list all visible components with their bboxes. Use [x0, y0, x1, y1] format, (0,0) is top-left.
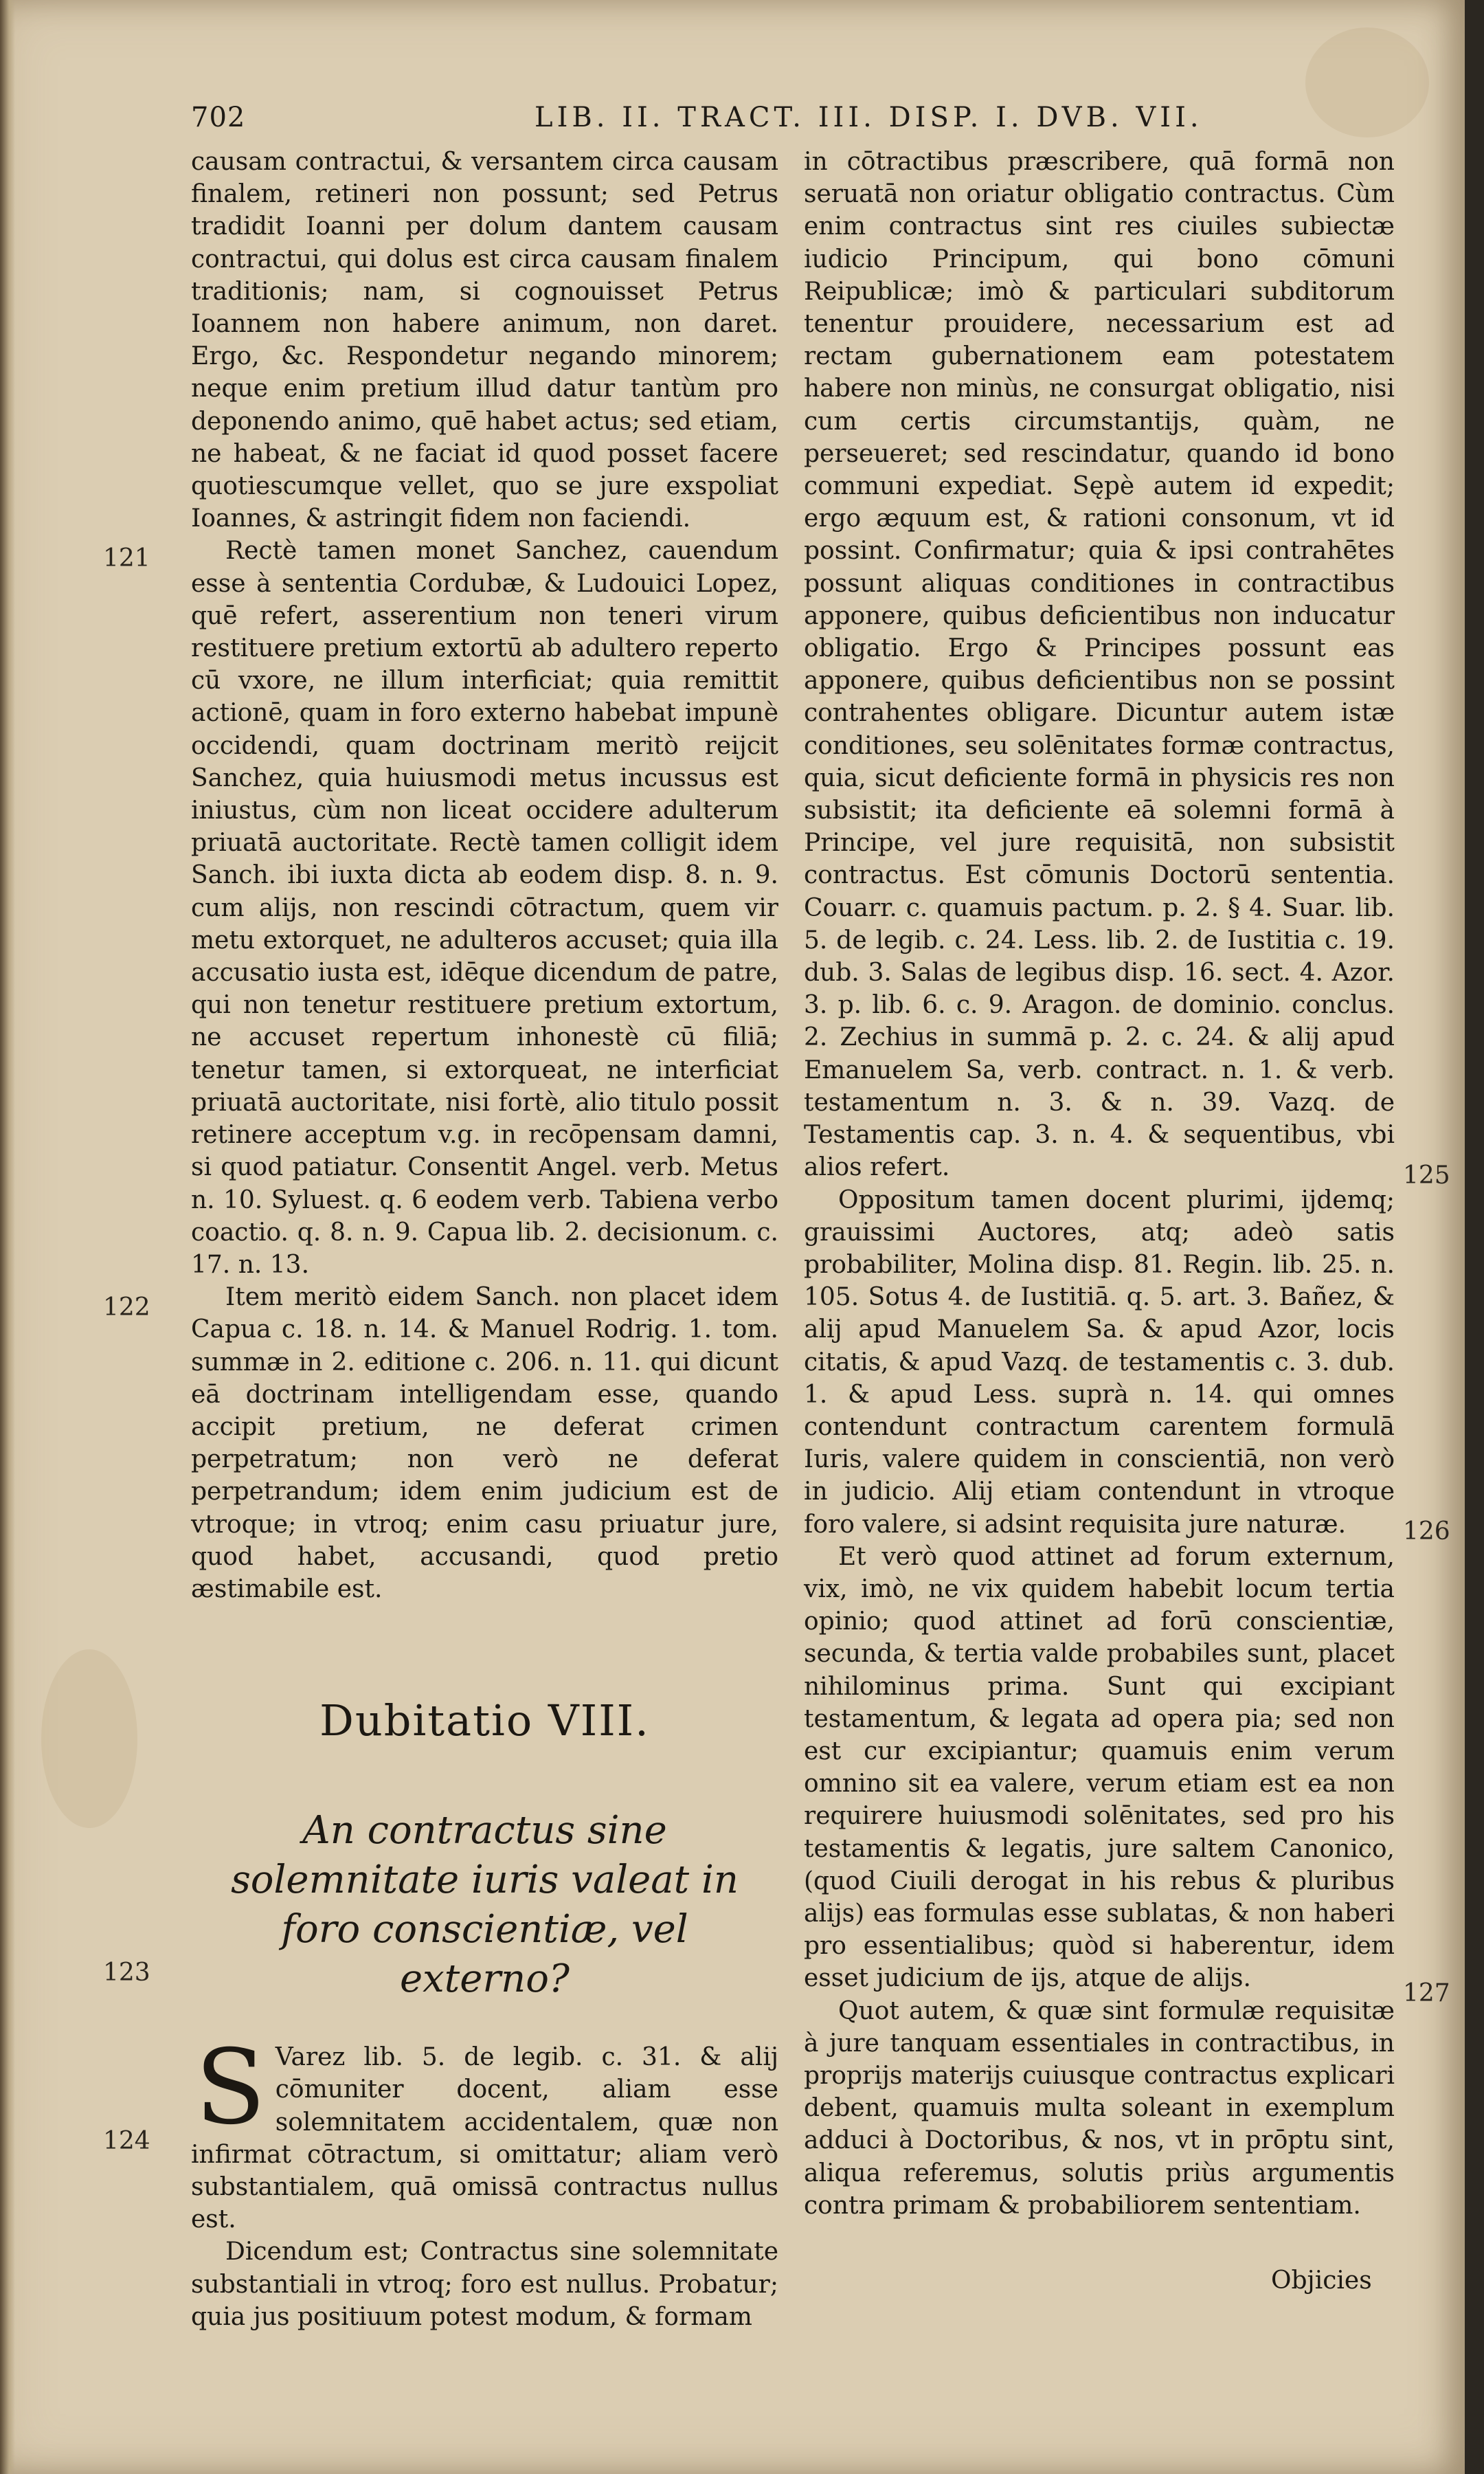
right-column	[804, 146, 1395, 2222]
paragraph-127: Quot autem, & quæ sint formulæ requisitæ à jure tanquam essentiales in contractibus, in proprijs materijs cuiusque contractus explicari debent, quamuis multa soleant in exemplum adduci à Doctoribus, & nos, vt in prōptu sint, aliqua referemus, solutis priùs argumentis contra primam & probabiliorem sententiam.	[804, 1996, 1395, 2220]
running-title: LIB. II. TRACT. III. DISP. I. DVB. VII.	[535, 102, 1203, 133]
page-number: 702	[191, 102, 246, 133]
drop-cap-letter: S	[195, 2028, 266, 2148]
paragraph-123	[191, 2028, 778, 2236]
margin-number-124: 124	[103, 2127, 150, 2155]
paragraph-126: Et verò quod attinet ad forum externum, vix, imò, ne vix quidem habebit locum tertia opinio; quod attinet ad forū conscientiæ, secunda, & tertia valde probabiles sunt, placet nihilominus prima. Sunt qui excipiant testamentum, & legata ad opera pia; sed non est cur excipiantur; quamuis enim verum omnino sit ea valere, verum etiam est ea non requirere huiusmodi solēnitates, sed pro his testamentis & legatis, jure saltem Canonico, (quod Ciuili derogat in his rebus & pluribus alijs) eas formulas esse sublatas, & non haberi pro essentialibus; quòd si haberentur, idem esset judicium de ijs, atque de alijs.	[804, 1542, 1395, 1993]
running-header	[191, 102, 1366, 150]
margin-number-127: 127	[1403, 1979, 1450, 2007]
margin-number-121: 121	[103, 544, 150, 572]
paper-stain	[41, 1649, 137, 1828]
paragraph-121: Rectè tamen monet Sanchez, cauendum esse à sententia Cordubæ, & Ludouici Lopez, quē refert, asserentium non teneri virum restituere pretium extortū ab adultero reperto cū vxore, ne illum interficiat; quia remittit actionē, quam in foro externo habebat impunè occidendi, quam doctrinam meritò reijcit Sanchez, quia huiusmodi metus incussus est iniustus, cùm non liceat occidere adulterum priuatā auctoritate. Rectè tamen colligit idem Sanch. ibi iuxta dicta ab eodem disp. 8. n. 9. cum alijs, non rescindi cōtractum, quem vir metu extorquet, ne adulteros accuset; quia illa accusatio iusta est, idēque dicendum de patre, qui non tenetur restituere pretium extortum, ne accuset repertum inhonestè cū filiā; tenetur tamen, si extorqueat, ne interficiat priuatā auctoritate, nisi fortè, alio titulo possit retinere acceptum v.g. in recōpensam damni, si quod patiatur. Consentit Angel. verb. Metus n. 10. Syluest. q. 6 eodem verb. Tabiena verbo coactio. q. 8. n. 9. Capua lib. 2. decisionum. c. 17. n. 13.	[191, 537, 778, 1279]
paragraph-continuation: causam contractui, & versantem circa causam finalem, retineri non possunt; sed Petrus tradidit Ioanni per dolum dantem causam contractui, qui dolus est circa causam finalem traditionis; nam, si cognouisset Petrus Ioannem non habere animum, non daret. Ergo, &c. Respondetur negando minorem; neque enim pretium illud datur tantùm pro deponendo animo, quē habet actus; sed etiam, ne habeat, & ne faciat id quod posset facere quotiescumque vellet, quo se jure exspoliat Ioannes, & astringit fidem non faciendi.	[191, 148, 778, 533]
paragraph-124: Dicendum est; Contractus sine solemnitate substantiali in vtroq; foro est nullus. Probatur; quia jus positiuum potest modum, & formam	[191, 2238, 778, 2331]
margin-number-122: 122	[103, 1293, 150, 1322]
catchword: Objicies	[1271, 2266, 1372, 2295]
margin-number-123: 123	[103, 1959, 150, 1987]
paragraph-125: Oppositum tamen docent plurimi, ijdemq; grauissimi Auctores, atq; adeò satis probabiliter, Molina disp. 81. Regin. lib. 25. n. 105. Sotus 4. de Iustitiā. q. 5. art. 3. Bañez, & alij apud Manuelem Sa. & apud Azor, locis citatis, & apud Vazq. de testamentis c. 3. dub. 1. & apud Less. suprà n. 14. qui omnes contendunt contractum carentem formulā Iuris, valere quidem in conscientiā, non verò in judicio. Alij etiam contendunt in vtroque foro valere, si adsint requisita jure naturæ.	[804, 1185, 1395, 1539]
paragraph-right-continuation: in cōtractibus præscribere, quā formā non seruatā non oriatur obligatio contractus. Cùm enim contractus sint res ciuiles subiectæ iudicio Principum, qui bono cōmuni Reipublicæ; imò & particulari subditorum tenentur prouidere, necessarium est ad rectam gubernationem eam potestatem habere non minùs, ne consurgat obligatio, nisi cum certis circumstantijs, quàm, ne perseueret; sed rescindatur, quando id bono communi expediat. Sępè autem id expedit; ergo æquum est, & rationi consonum, vt id possint. Confirmatur; quia & ipsi contrahētes possunt aliquas conditiones in contractibus apponere, quibus deficientibus non inducatur obligatio. Ergo & Principes possunt eas apponere, quibus deficientibus non se possint contrahentes obligare. Dicuntur autem istæ conditiones, seu solēnitates formæ contractus, quia, sicut deficiente formā in physicis res non subsistit; ita deficiente eā solemni formā à Principe, vel jure requisitā, non subsistit contractus. Est cōmunis Doctorū sententia. Couarr. c. quamuis pactum. p. 2. § 4. Suar. lib. 5. de legib. c. 24. Less. lib. 2. de Iustitia c. 19. dub. 3. Salas de legibus disp. 16. sect. 4. Azor. 3. p. lib. 6. c. 9. Aragon. de dominio. conclus. 2. Zechius in summā p. 2. c. 24. & alij apud Emanuelem Sa, verb. contract. n. 1. & verb. testamentum n. 3. & n. 39. Vazq. de Testamentis cap. 3. n. 4. & sequentibus, vbi alios refert.	[804, 148, 1395, 1182]
left-column	[191, 146, 778, 2333]
dubitatio-heading: Dubitatio VIII.	[319, 1695, 650, 1746]
paragraph-123-text: Varez lib. 5. de legib. c. 31. & alij cōmuniter docent, aliam esse solemnitatem accidentalem, quæ non infirmat cōtractum, si omittatur; aliam verò substantialem, quā omissā contractus nullus est.	[191, 2043, 778, 2234]
paragraph-122: Item meritò eidem Sanch. non placet idem Capua c. 18. n. 14. & Manuel Rodrig. 1. tom. summæ in 2. editione c. 206. n. 11. qui dicunt eā doctrinam intelligendam esse, quando accipit pretium, ne deferat crimen perpetratum; non verò ne deferat perpetrandum; idem enim judicium est de vtroque; in vtroq; enim casu priuatur jure, quod habet, accusandi, quod pretio æstimabile est.	[191, 1283, 778, 1603]
dubitatio-question: An contractus sine solemnitate iuris valeat in foro conscientiæ, vel externo?	[231, 1808, 739, 2002]
margin-number-125: 125	[1403, 1161, 1450, 1190]
margin-number-126: 126	[1403, 1517, 1450, 1546]
